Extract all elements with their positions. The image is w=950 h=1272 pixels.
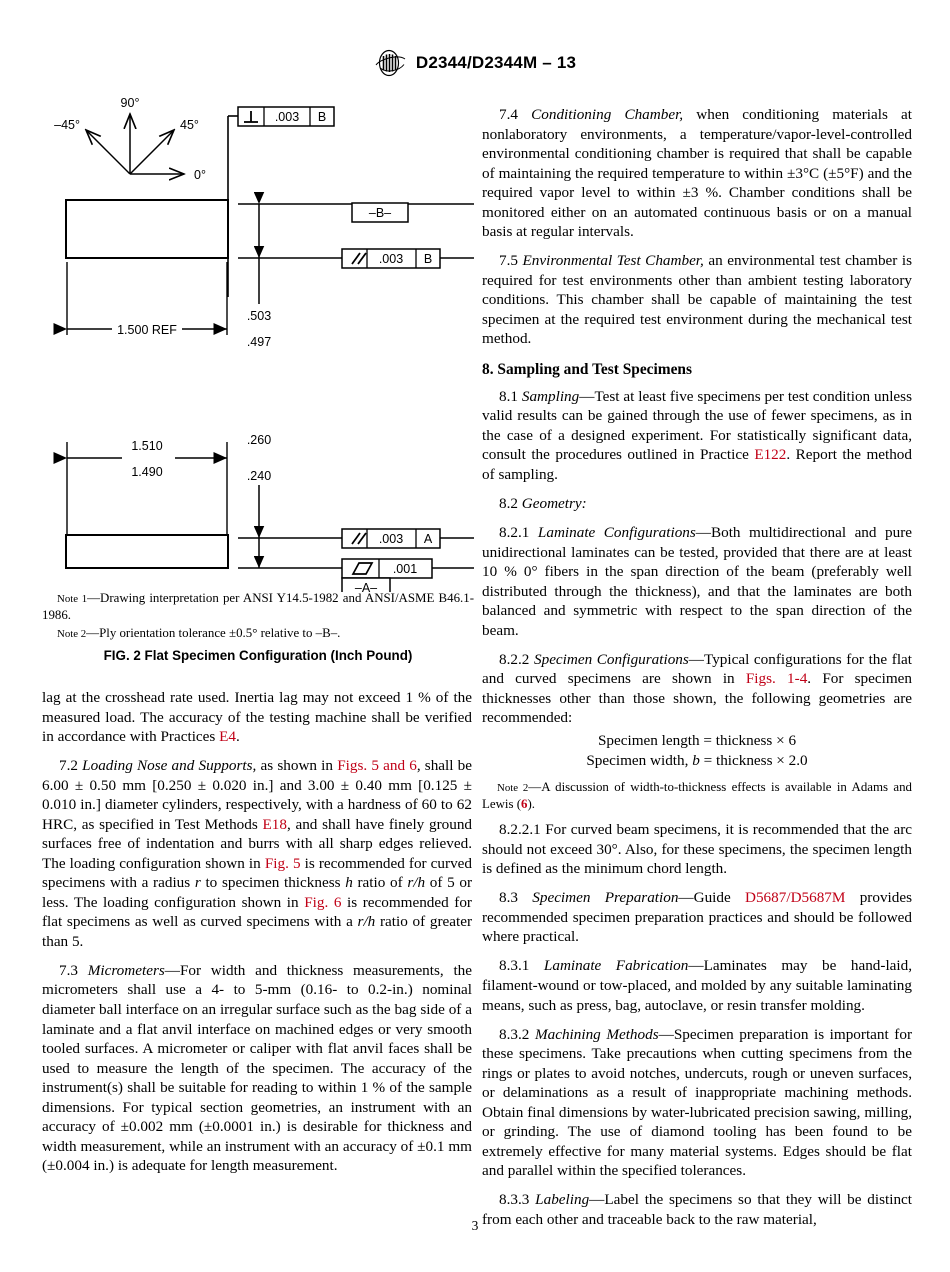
variable-r-over-h: r/h xyxy=(407,874,426,892)
bottom-view-specimen-rect xyxy=(66,535,228,568)
fcf-flatness-tolerance: .001 xyxy=(392,562,418,576)
section-title-7-5: Environmental Test Chamber, xyxy=(522,252,704,270)
reference-e4[interactable]: E4 xyxy=(219,728,236,746)
reference-fig-5[interactable]: Fig. 5 xyxy=(264,854,301,872)
variable-b: b xyxy=(692,751,700,769)
para-7-1-text: lag at the crosshead rate used. Inertia lag may not exceed 1 % of the measured load. The accuracy of the testing machine shall be verified in accordance with Practices xyxy=(42,689,472,746)
ply-orientation-diagram xyxy=(86,114,184,174)
reference-e122[interactable]: E122 xyxy=(754,446,787,464)
section-title-8-3-1: Laminate Fabrication xyxy=(543,957,689,975)
angle-label-45: 45° xyxy=(180,118,199,132)
para-7-2-i: ratio of greater than 5. xyxy=(42,913,473,950)
para-8-2-2-b: . For specimen thicknesses other than those shown, the following geometries are recommended: xyxy=(482,670,912,727)
para-7-2-c: , and shall have finely ground surfaces free of indentation and burrs with all sharp edges relieved. The loading configuration shown in xyxy=(42,815,473,872)
figure-note-1-text: —Drawing interpretation per ANSI Y14.5-1982 and ANSI/ASME B46.1-1986. xyxy=(42,591,475,622)
section-title-7-3: Micrometers xyxy=(87,961,165,979)
width-lower-value: 1.490 xyxy=(131,465,163,479)
para-8-3-3-body: —Label the specimens so that they will be distinct from each other and traceable back to the raw material, xyxy=(482,1191,913,1228)
equation-specimen-width xyxy=(482,751,912,771)
note-2-right xyxy=(482,779,912,812)
section-number-8-3-2: 8.3.2 xyxy=(499,1025,535,1043)
figure-caption: FIG. 2 Flat Specimen Configuration (Inch Pound) xyxy=(103,647,413,663)
para-8-3-b: provides recommended specimen preparation practices and should be followed where practical. xyxy=(482,889,912,946)
para-8-3-a: —Guide xyxy=(678,889,745,907)
note-2-text-a: —A discussion of width-to-thickness effects is available in Adams and Lewis ( xyxy=(482,780,912,812)
section-number-8-3: 8.3 xyxy=(499,889,533,907)
section-title-7-2: Loading Nose and Supports, xyxy=(82,757,257,775)
paragraph-7-3 xyxy=(42,961,472,1176)
paragraph-7-4 xyxy=(482,105,912,242)
paragraph-8-2-1 xyxy=(482,523,912,640)
paragraph-7-1-continuation xyxy=(42,688,472,747)
figure-notes-block xyxy=(42,590,474,663)
paragraph-7-2 xyxy=(42,756,472,951)
section-number-8-3-3: 8.3.3 xyxy=(499,1191,536,1209)
reference-d5687[interactable]: D5687/D5687M xyxy=(745,889,846,907)
reference-figs-1-4[interactable]: Figs. 1-4 xyxy=(745,670,808,688)
paragraph-7-5 xyxy=(482,251,912,349)
section-title-7-4: Conditioning Chamber, xyxy=(531,106,684,123)
section-number-8-3-1: 8.3.1 xyxy=(499,957,544,975)
right-text-column xyxy=(482,105,912,1239)
section-number-7-2: 7.2 xyxy=(59,757,83,775)
section-title-8-3: Specimen Preparation xyxy=(532,889,679,907)
para-7-5-body: an environmental test chamber is required for test environments other than ambient testing laboratory conditions. This chamber shall be capable of maintaining the test specimen at the required test environment during the mechanical test method. xyxy=(482,252,913,348)
para-8-2-2-a: —Typical configurations for the flat and curved specimens are shown in xyxy=(482,650,912,688)
section-number-8-1: 8.1 xyxy=(499,387,522,405)
para-7-1-end: . xyxy=(235,728,240,746)
thickness-lower-top: .497 xyxy=(246,335,272,349)
page-number: 3 xyxy=(471,1218,479,1233)
figure-note-1-label: Note 1 xyxy=(57,593,88,605)
variable-r-over-h-2: r/h xyxy=(357,913,376,931)
section-number-7-5: 7.5 xyxy=(499,252,523,270)
figure-note-2-label: Note 2 xyxy=(57,627,87,640)
geometry-equations xyxy=(482,731,912,771)
paragraph-8-3 xyxy=(482,888,912,947)
variable-h: h xyxy=(345,874,353,892)
para-7-2-e: to specimen thickness xyxy=(200,874,346,892)
angle-label-0: 0° xyxy=(194,168,206,182)
section-title-8-2-1: Laminate Configurations xyxy=(537,524,696,542)
equation-width-label: Specimen width, xyxy=(586,751,693,769)
reference-6[interactable]: 6 xyxy=(521,797,528,812)
paragraph-8-2 xyxy=(482,494,912,514)
section-title-8-1: Sampling xyxy=(521,387,580,405)
equation-specimen-length: Specimen length = thickness × 6 xyxy=(597,731,797,749)
figure-2-drawing xyxy=(42,92,474,592)
fcf-parallelism-bottom-tolerance: .003 xyxy=(378,532,404,546)
fcf-perpendicularity-tolerance: .003 xyxy=(274,110,300,124)
width-dimension-extension-lines xyxy=(67,442,227,535)
section-title-8-3-3: Labeling xyxy=(535,1191,590,1209)
para-7-2-a: as shown in xyxy=(256,757,338,775)
datum-b-label: –B– xyxy=(368,206,392,220)
variable-r: r xyxy=(194,874,201,892)
paragraph-8-3-2 xyxy=(482,1025,912,1181)
fcf-parallelism-top-datum: B xyxy=(423,252,433,266)
para-7-4-body: when conditioning materials at nonlaboratory environments, a temperature/vapor-level-controlled environmental conditioning chamber is required that shall be capable of maintaining the required temperature to within ±3°C (±5°F) and the required vapor level to within ±3 %. Chamber conditions shall be monitored either on an automated continuous basis or on a manual basis at regular intervals. xyxy=(482,106,913,241)
para-7-2-f: ratio of xyxy=(352,874,408,892)
astm-logo-icon xyxy=(374,48,406,78)
width-upper-value: 1.510 xyxy=(131,439,163,453)
section-title-8-2: Geometry: xyxy=(521,495,587,513)
section-number-7-4: 7.4 xyxy=(499,106,532,123)
para-7-2-d: is recommended for curved specimens with a radius xyxy=(42,854,473,892)
thickness-lower-bottom: .240 xyxy=(246,469,272,483)
thickness-upper-bottom: .260 xyxy=(246,433,272,447)
standard-designation: D2344/D2344M – 13 xyxy=(415,53,577,72)
para-8-3-1-body: —Laminates may be hand-laid, filament-wound or tow-placed, and molded by any suitable laminating means, such as press, bag, autoclave, or resin transfer molding. xyxy=(482,957,913,1014)
flat-specimen-configuration-svg xyxy=(42,92,474,592)
top-view-specimen-rect xyxy=(66,200,228,258)
figure-note-2 xyxy=(42,625,474,642)
para-8-2-1-body: —Both multidirectional and pure unidirectional laminates can be tested, provided that there are at least 10 % 0° fibers in the span direction of the beam (preferably well distributed through the thickness), and that the laminates are both balanced and symmetric with respect to the span direction of the beam. xyxy=(482,524,912,639)
left-text-column xyxy=(42,688,472,1185)
para-8-1-a: —Test at least five specimens per test condition unless valid results can be gained through the use of fewer specimens, as in the case of a designed experiment. For statistically significant data, consult the procedures outlined in Practice xyxy=(482,387,912,464)
note-2-text-b: ). xyxy=(527,797,535,812)
section-heading-8: 8. Sampling and Test Specimens xyxy=(482,360,692,378)
section-number-8-2-2: 8.2.2 xyxy=(499,650,534,668)
paragraph-8-2-2-1 xyxy=(482,820,912,879)
para-7-2-b: , shall be 6.00 ± 0.50 mm [0.250 ± 0.020 in.] and 3.00 ± 0.40 mm [0.125 ± 0.010 in.] diameter cylinders, respectively, with a hardness of 60 to 62 HRC, as specified in Test Methods xyxy=(42,757,473,833)
reference-fig-6[interactable]: Fig. 6 xyxy=(304,893,342,911)
section-number-8-2-2-1: 8.2.2.1 xyxy=(499,821,546,839)
para-7-2-h: is recommended for flat specimens as well as curved specimens with a xyxy=(42,893,472,931)
reference-e18[interactable]: E18 xyxy=(262,815,287,833)
fcf-parallelism-bottom-datum: A xyxy=(423,532,433,546)
section-title-8-2-2: Specimen Configurations xyxy=(534,650,689,668)
paragraph-8-1 xyxy=(482,387,912,485)
page-header xyxy=(0,48,950,78)
section-number-8-2-1: 8.2.1 xyxy=(499,524,538,542)
section-number-8-2: 8.2 xyxy=(499,495,522,513)
angle-label-neg45: –45° xyxy=(54,118,80,132)
equation-width-value: = thickness × 2.0 xyxy=(699,751,808,769)
fcf-perpendicularity-datum: B xyxy=(317,110,327,124)
thickness-upper-top: .503 xyxy=(246,309,272,323)
fcf-parallelism-top-tolerance: .003 xyxy=(378,252,404,266)
para-7-3-body: —For width and thickness measurements, the micrometers shall use a 4- to 5-mm (0.16- to 0.2-in.) nominal diameter ball interface on an irregular surface such as the bag side of a laminate and a flat anvil interface on machined edges or very smooth tooled surfaces. A micrometer or caliper with flat anvil faces shall be used to measure the length of the specimen. The accuracy of the instrument(s) shall be suitable for reading to within 1 % of the sample dimensions. For typical section geometries, an instrument with an accuracy of ±0.002 mm (±0.0001 in.) is desirable for thickness and width measurement, while an instrument with an accuracy of ±0.1 mm (±0.004 in.) is adequate for length measurement. xyxy=(42,961,472,1175)
figure-note-1 xyxy=(42,590,474,623)
note-2-label: Note 2 xyxy=(497,782,529,795)
section-title-8-3-2: Machining Methods xyxy=(534,1025,659,1043)
angle-label-90: 90° xyxy=(120,96,140,110)
para-8-3-2-body: —Specimen preparation is important for these specimens. Take precautions when cutting specimens from the rings or plates to avoid notches, undercuts, rough or uneven surfaces, or delaminations as a result of inappropriate machining methods. Obtain final dimensions by water-lubricated precision sawing, milling, or grinding. The use of diamond tooling has been found to be extremely effective for many material systems. Edges should be flat and parallel within the specified tolerances. xyxy=(482,1025,913,1180)
para-8-2-2-1-body: For curved beam specimens, it is recommended that the arc should not exceed 30°. Also, for these specimens, the specimen length is defined as the minimum chord length. xyxy=(482,821,913,878)
paragraph-8-2-2 xyxy=(482,650,912,728)
paragraph-8-3-1 xyxy=(482,956,912,1015)
length-dimension-value: 1.500 REF xyxy=(117,323,177,337)
section-number-7-3: 7.3 xyxy=(59,961,88,979)
para-8-1-b: . Report the method of sampling. xyxy=(482,446,912,483)
para-7-2-g: of 5 or less. The loading configuration shown in xyxy=(42,874,473,911)
reference-figs-5-6[interactable]: Figs. 5 and 6 xyxy=(337,757,417,775)
figure-note-2-text: —Ply orientation tolerance ±0.5° relative to –B–. xyxy=(86,625,341,640)
datum-a-label: –A– xyxy=(354,581,378,592)
